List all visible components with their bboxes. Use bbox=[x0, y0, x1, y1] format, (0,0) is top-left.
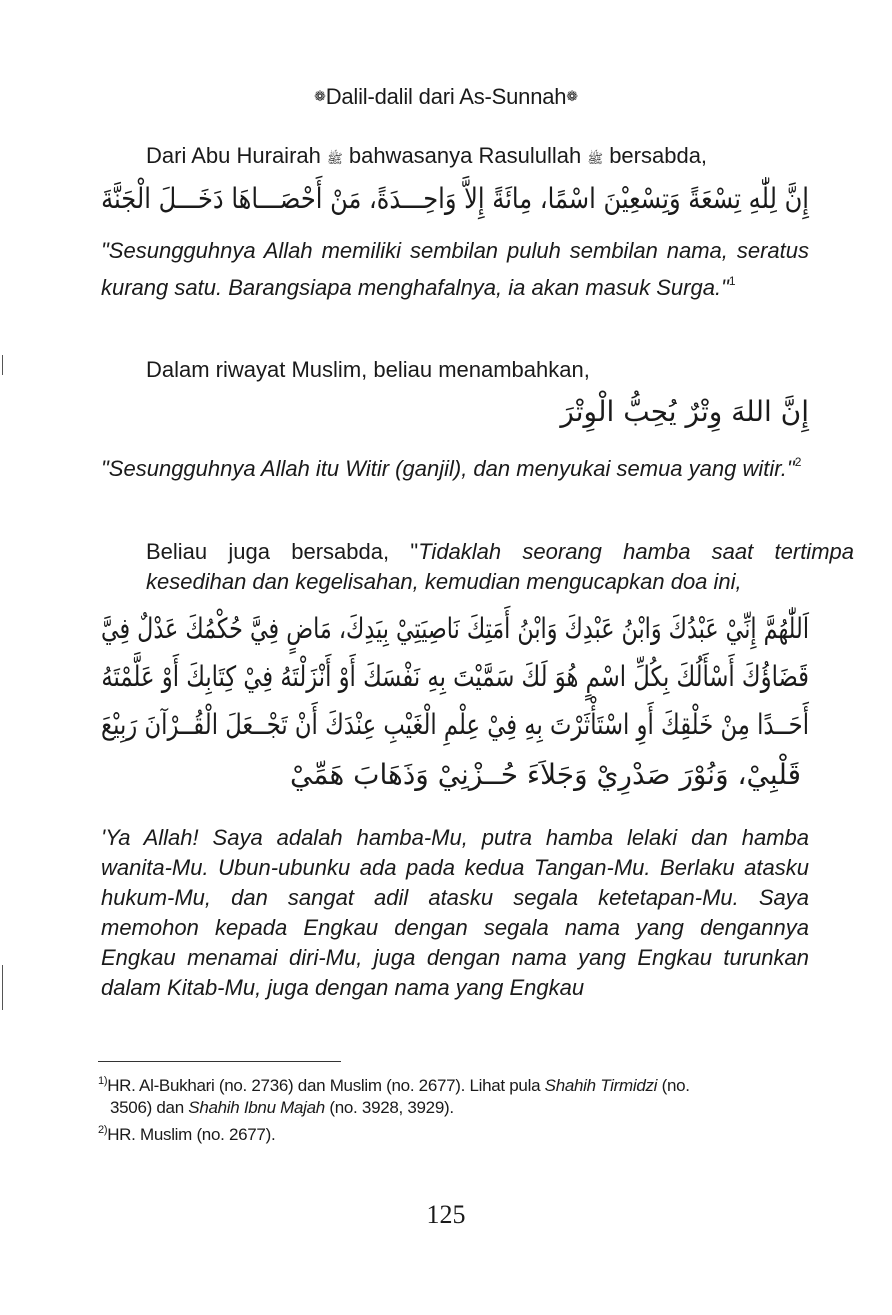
dua-line: اَللّٰهُمَّ إِنِّيْ عَبْدُكَ وَابْنُ عَبْدِكَ وَابْنُ أَمَتِكَ نَاصِيَتِيْ بِيَدِكَ، مَاضٍ فِيَّ حُكْمُكَ عَدْلٌ فِيَّ bbox=[100, 612, 809, 645]
dua-line: أَحَــدًا مِنْ خَلْقِكَ أَوِ اسْتَأْثَرْتَ بِهِ فِيْ عِلْمِ الْغَيْبِ عِنْدَكَ أَنْ تَجْــعَلَ الْقُــرْآنَ رَبِيْعَ bbox=[101, 708, 809, 741]
arabic-hadith-1: إِنَّ لِلّٰهِ تِسْعَةً وَتِسْعِيْنَ اسْمًا، مِائَةً إِلاَّ وَاحِـــدَةً، مَنْ أَحْصَـــاهَا دَخَـــلَ الْجَنَّةَ bbox=[101, 182, 810, 215]
dua-line: قَضَاؤُكَ أَسْأَلُكَ بِكُلِّ اسْمٍ هُوَ لَكَ سَمَّيْتَ بِهِ نَفْسَكَ أَوْ أَنْزَلْتَهُ فِيْ كِتَابِكَ أَوْ عَلَّمْتَهُ bbox=[101, 660, 809, 693]
honorific-icon: ﷺ bbox=[327, 151, 343, 166]
arabic-hadith-2: إِنَّ اللهَ وِتْرٌ يُحِبُّ الْوِتْرَ bbox=[560, 395, 809, 428]
footnote-1: $^{1)}$HR. Al-Bukhari (no. 2736) dan Muslim (no. 2677). Lihat pula Shahih Tirmidzi (no. 3506) dan Shahih Ibnu Majah (no. 3928, 3929). bbox=[98, 1075, 690, 1117]
translation-quote-1: "Sesungguhnya Allah memiliki sembilan puluh sembilan nama, seratus kurang satu. Barangsiapa menghafalnya, ia akan masuk Surga."$^1$ bbox=[101, 238, 809, 300]
translation-quote-2: "Sesungguhnya Allah itu Witir (ganjil), dan menyukai semua yang witir."$^2$ bbox=[101, 455, 802, 481]
dua-translation: 'Ya Allah! Saya adalah hamba-Mu, putra hamba lelaki dan hamba wanita-Mu. Ubun-ubunku ada pada kedua Tangan-Mu. Berlaku atasku hukum-Mu, dan sangat adil atasku segala ketetapan-Mu. Saya memohon kepada Engkau dengan segala nama yang dengannya Engkau menamai diri-Mu, juga dengan nama yang Engkau turunkan dalam Kitab-Mu, juga dengan nama yang Engkau bbox=[101, 825, 809, 1000]
footnote-ref: 2 bbox=[794, 455, 802, 469]
paragraph-muslim: Dalam riwayat Muslim, beliau menambahkan, bbox=[146, 357, 590, 382]
heading-title: Dalil-dalil dari As-Sunnah bbox=[325, 84, 567, 109]
intro-paragraph: Dari Abu Hurairah ﷺ bahwasanya Rasulullah ﷺ bersabda, bbox=[146, 143, 708, 168]
footnote-ref: 1 bbox=[728, 274, 736, 288]
ornament-icon: ❁ bbox=[314, 88, 326, 104]
page-number: 125 bbox=[426, 1200, 466, 1229]
footnote-divider bbox=[98, 1061, 341, 1062]
section-heading bbox=[0, 84, 892, 110]
dua-line: قَلْبِيْ، وَنُوْرَ صَدْرِيْ وَجَلاَءَ حُــزْنِيْ وَذَهَابَ هَمِّيْ bbox=[289, 758, 801, 791]
margin-mark bbox=[2, 965, 3, 1010]
paragraph-dua-intro: Beliau juga bersabda, "Tidaklah seorang hamba saat tertimpa kesedihan dan kegelisahan, kemudian mengucapkan doa ini, bbox=[146, 539, 854, 594]
ornament-icon: ❁ bbox=[566, 88, 578, 104]
honorific-icon: ﷺ bbox=[587, 151, 604, 166]
footnote-2: $^{2)}$HR. Muslim (no. 2677). bbox=[98, 1124, 276, 1144]
margin-mark bbox=[2, 355, 3, 375]
